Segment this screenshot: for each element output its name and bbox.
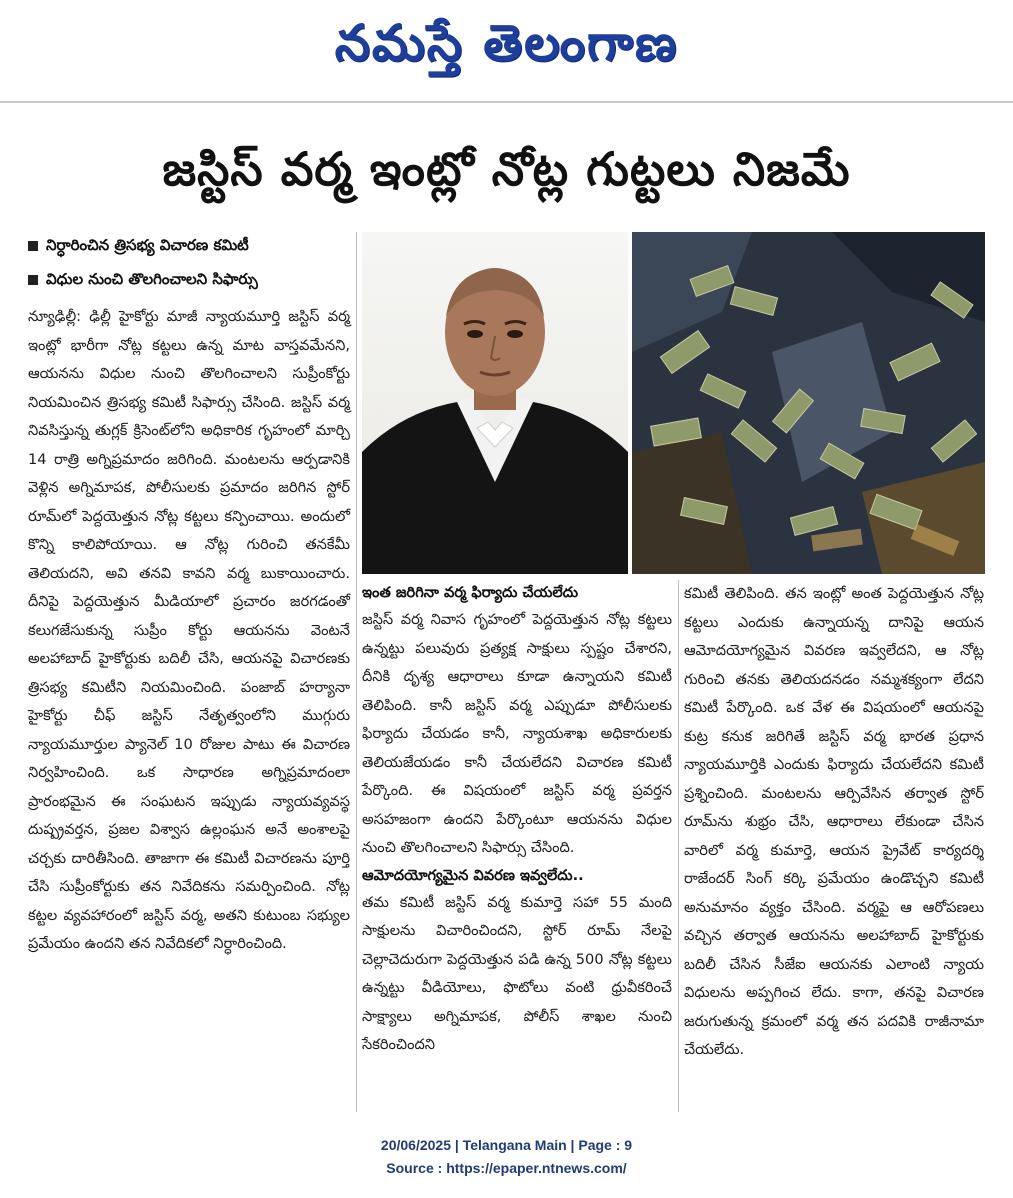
newspaper-logo: నమస్తే తెలంగాణ: [334, 14, 679, 72]
kicker-1: [28, 236, 348, 258]
article-paragraph: జస్టిస్ వర్మ నివాస గృహంలో పెద్దయెత్తున నోట్ల కట్టలు ఉన్నట్టు పలువురు ప్రత్యక్ష సాక్షులు స్పష్టం చేశారని, దీనికి దృశ్య ఆధారాలు కూడా ఉన్నాయని కమిటీ తెలిపింది. కానీ జస్టిస్ వర్మ ఎప్పుడూ పోలీసులకు ఫిర్యాదు చేయడం కానీ, న్యాయశాఖ అధికారులకు తెలియజేయడం కానీ చేయలేదని విచారణ కమిటీ పేర్కొంది. ఈ విషయంలో జస్టిస్ వర్మ ప్రవర్తన అసహజంగా ఉందని పేర్కొంటూ ఆయనను విధుల నుంచి తొలగించాలని సిఫార్సు చేసింది.: [362, 611, 672, 856]
bullet-square-icon: [28, 241, 38, 251]
burnt-cash-photo: [632, 232, 985, 574]
footer-dateline: 20/06/2025 | Telangana Main | Page : 9: [380, 1137, 633, 1153]
article-column-2: [362, 580, 672, 1060]
article-column-3: [684, 580, 984, 1065]
subheading: ఆమోదయోగ్యమైన వివరణ ఇవ్వలేదు..: [362, 866, 584, 884]
subheading: ఇంత జరిగినా వర్మ ఫిర్యాదు చేయలేదు: [362, 584, 579, 601]
portrait-illustration: [362, 232, 628, 574]
cash-illustration: [632, 232, 985, 574]
kicker-2: [28, 270, 348, 292]
article-column-1: [28, 303, 350, 959]
article-paragraph: న్యూఢిల్లీ: ఢిల్లీ హైకోర్టు మాజీ న్యాయమూర్తి జస్టిస్ వర్మ ఇంట్లో భారీగా నోట్ల కట్టలు ఉన్న మాట వాస్తవమేనని, ఆయనను విధుల నుంచి తొలగించాలని సుప్రీంకోర్టు నియమించిన త్రిసభ్య కమిటీ సిఫార్సు చేసింది. జస్టిస్ వర్మ నివసిస్తున్న తుగ్లక్ క్రిసెంట్‌లోని అధికారిక గృహంలో మార్చి 14 రాత్రి అగ్నిప్రమాదం జరిగింది. మంటలను ఆర్పడానికి వెళ్లిన అగ్నిమాపక, పోలీసులకు ప్రమాదం జరిగిన స్టోర్ రూమ్‌లో పెద్దయెత్తున నోట్ల కట్టలు కన్పించాయి. అందులో కొన్ని కాలిపోయాయి. ఆ నోట్ల గురించి తనకేమీ తెలియదని, అవి తనవి కావని వర్మ బుకాయించారు. దీనిపై పెద్దయెత్తున మీడియాలో ప్రచారం జరగడంతో కలుగజేసుకున్న సుప్రీం కోర్టు ఆయనను వెంటనే అలహాబాద్ హైకోర్టుకు బదిలీ చేసి, ఆయనపై విచారణకు త్రిసభ్య కమిటీని నియమించింది. పంజాబ్ హర్యానా హైకోర్టు చీఫ్ జస్టిస్ నేతృత్వంలోని ముగ్గురు న్యాయమూర్తుల ప్యానెల్ 10 రోజుల పాటు ఈ విచారణ నిర్వహించింది. ఒక సాధారణ అగ్నిప్రమాదంలా ప్రారంభమైన ఈ సంఘటన ఇప్పుడు న్యాయవ్యవస్థ దుష్ప్రవర్తన, ప్రజల విశ్వాస ఉల్లంఘన అనే అంశాలపై చర్చకు దారితీసింది. తాజాగా ఈ కమిటీ విచారణను పూర్తి చేసి సుప్రీంకోర్టుకు తన నివేదికను సమర్పించింది. నోట్ల కట్టల వ్యవహారంలో జస్టిస్ వర్మ, అతని కుటుంబ సభ్యుల ప్రమేయం ఉందని తన నివేదికలో నిర్ధారించింది.: [28, 308, 350, 952]
kicker-text: విధుల నుంచి తొలగించాలని సిఫార్సు: [46, 270, 258, 288]
article-paragraph: కమిటీ తెలిపింది. తన ఇంట్లో అంత పెద్దయెత్తున నోట్ల కట్టలు ఎందుకు ఉన్నాయన్న దానిపై ఆయన ఆమోదయోగ్యమైన వివరణ ఇవ్వలేదని, ఆ నోట్ల గురించి తనకు తెలియదనడం నమ్మశక్యంగా లేదని కమిటీ పేర్కొంది. ఒక వేళ ఈ విషయంలో ఆయనపై కుట్ర కనుక జరిగితే జస్టిస్ వర్మ భారత ప్రధాన న్యాయమూర్తికి ఎందుకు ఫిర్యాదు చేయలేదని కమిటీ ప్రశ్నించింది. మంటలను ఆర్పివేసిన తర్వాత స్టోర్ రూమ్‌ను శుభ్రం చేసి, ఆధారాలు లేకుండా చేసిన వారిలో వర్మ కుమార్తె, ఆయన ప్రైవేట్ కార్యదర్శి రాజేందర్ సింగ్ కర్కి ప్రమేయం ఉండొచ్చని కమిటీ అనుమానం వ్యక్తం చేసింది. వర్మపై ఆ ఆరోపణలు వచ్చిన తర్వాత ఆయనను అలహాబాద్ హైకోర్టుకు బదిలీ చేసిన సీజేఐ ఆయనకు ఎలాంటి న్యాయ విధులను అప్పగించ లేదు. కాగా, తనపై విచారణ జరుగుతున్న క్రమంలో వర్మ తన పదవికి రాజీనామా చేయలేదు.: [684, 585, 984, 1058]
masthead: [0, 0, 1013, 98]
article-paragraph: తమ కమిటీ జస్టిస్ వర్మ కుమార్తె సహా 55 మంది సాక్షులను విచారించిందని, స్టోర్ రూమ్ నేలపై చెల్లాచెదురుగా పెద్దయెత్తున పడి ఉన్న 500 నోట్ల కట్టలు ఉన్నట్టు వీడియోలు, ఫొటోలు వంటి ధ్రువీకరించే సాక్ష్యాలు అగ్నిమాపక, పోలీస్ శాఖల నుంచి సేకరించిందని: [362, 893, 672, 1053]
footer-source: Source : https://epaper.ntnews.com/: [386, 1160, 627, 1176]
headline: జస్టిస్ వర్మ ఇంట్లో నోట్ల గుట్టలు నిజమే: [162, 142, 851, 196]
masthead-divider: [0, 101, 1013, 103]
column-divider: [356, 232, 357, 1112]
bullet-square-icon: [28, 275, 38, 285]
kicker-text: నిర్ధారించిన త్రిసభ్య విచారణ కమిటీ: [46, 236, 249, 254]
column-divider: [678, 580, 679, 1112]
judge-portrait-photo: [362, 232, 628, 574]
